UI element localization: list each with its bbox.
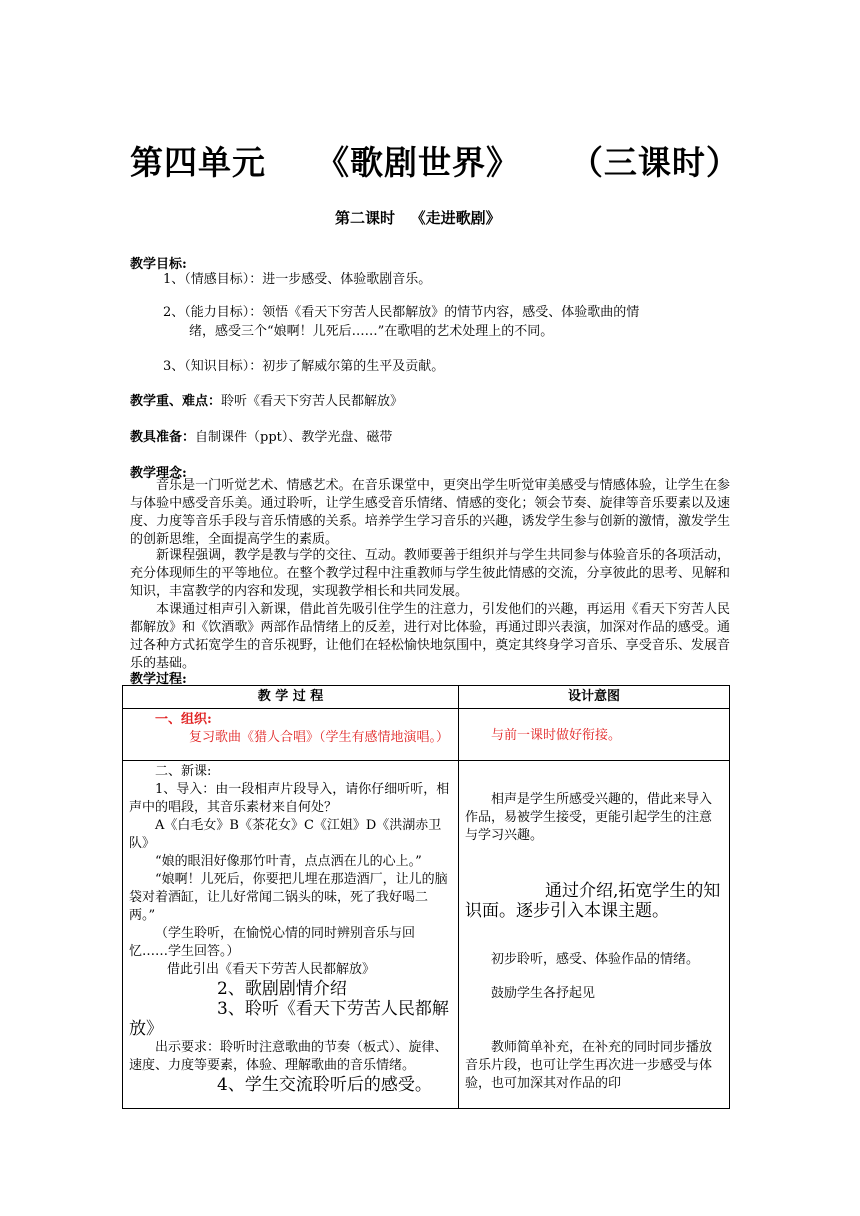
key-points xyxy=(130,392,403,411)
process-table xyxy=(122,685,730,1109)
intent-line: 教师简单补充，在补充的同时同步播放音乐片段，也可让学生再次进一步感受与体验，也可加深其对作品的印 xyxy=(465,1040,713,1091)
org-body: 复习歌曲《猎人合唱》（学生有感情地演唱。） xyxy=(189,730,450,745)
table-row xyxy=(123,709,730,761)
philosophy-heading: 教学理念: xyxy=(130,466,187,481)
process-line: 出示要求：聆听时注意歌曲的节奏（板式）、旋律、速度、力度等要素，体验、理解歌曲的音乐情绪。 xyxy=(129,1040,448,1073)
process-heading: 教学过程: xyxy=(130,672,187,687)
goals-heading: 教学目标: xyxy=(130,257,187,272)
process-line: 3、聆听《看天下劳苦人民都解放》 xyxy=(129,999,449,1039)
process-line: 2、歌剧剧情介绍 xyxy=(217,979,347,999)
table-row xyxy=(123,761,730,1109)
new-intent-cell xyxy=(459,761,730,1109)
org-cell xyxy=(123,709,459,761)
org-title: 一、组织: xyxy=(155,712,212,727)
page-title: 第四单元 《歌剧世界》 （三课时） xyxy=(130,143,740,182)
key-points-value: 聆听《看天下穷苦人民都解放》 xyxy=(221,394,404,409)
process-line: （学生聆听，在愉悦心情的同时辨别音乐与回忆……学生回答。） xyxy=(129,926,416,959)
philosophy-paragraph: 新课程强调，教学是教与学的交往、互动。教师要善于组织并与学生共同参与体验音乐的各项活动，充分体现师生的平等地位。在整个教学过程中注重教师与学生彼此情感的交流，分享彼此的思考、见解和知识，丰富教学的内容和发现，实现教学相长和共同发展。 xyxy=(130,548,730,599)
process-line: “娘啊！儿死后，你要把儿埋在那造酒厂，让儿的脑袋对着酒缸，让儿好常闻二锅头的味，死了我好喝二两。” xyxy=(129,872,448,923)
org-intent-cell xyxy=(459,709,730,761)
goal-item: 1、（情感目标）：进一步感受、体验歌剧音乐。 xyxy=(163,272,432,287)
process-line: A《白毛女》B《茶花女》C《江姐》D《洪湖赤卫队》 xyxy=(129,818,442,851)
materials xyxy=(130,428,392,447)
goal-item: 2、（能力目标）：领悟《看天下穷苦人民都解放》的情节内容，感受、体验歌曲的情 xyxy=(163,305,640,320)
table-header-row xyxy=(123,686,730,709)
col-header-intent: 设计意图 xyxy=(459,686,730,709)
process-line: “娘的眼泪好像那竹叶青，点点洒在儿的心上。” xyxy=(155,854,422,869)
philosophy-paragraph: 本课通过相声引入新课，借此首先吸引住学生的注意力，引发他们的兴趣，再运用《看天下穷苦人民都解放》和《饮酒歌》两部作品情绪上的反差，进行对比体验，再通过即兴表演，加深对作品的感受。通过各种方式拓宽学生的音乐视野，让他们在轻松愉快地氛围中，奠定其终身学习音乐、享受音乐、发展音乐的基础。 xyxy=(130,602,730,671)
goal-item: 3、（知识目标）：初步了解威尔第的生平及贡献。 xyxy=(163,359,445,374)
new-title: 二、新课: xyxy=(155,764,212,779)
intent-line: 鼓励学生各抒起见 xyxy=(491,986,596,1001)
intent-line: 通过介绍,拓宽学生的知识面。逐步引入本课主题。 xyxy=(465,881,721,921)
philosophy-paragraph: 音乐是一门听觉艺术、情感艺术。在音乐课堂中，更突出学生听觉审美感受与情感体验，让学生在参与体验中感受音乐美。通过聆听，让学生感受音乐情绪、情感的变化；领会节奏、旋律等音乐要素以及速度、力度等音乐手段与音乐情感的关系。培养学生学习音乐的兴趣，诱发学生参与创新的激情，激发学生的创新思维，全面提高学生的素质。 xyxy=(130,478,730,547)
materials-label: 教具准备： xyxy=(130,430,196,445)
intent-line: 初步聆听，感受、体验作品的情绪。 xyxy=(491,952,700,967)
org-intent: 与前一课时做好衔接。 xyxy=(491,728,622,743)
process-line: 借此引出《看天下劳苦人民都解放》 xyxy=(167,962,376,977)
process-line: 1、导入：由一段相声片段导入，请你仔细听听，相声中的唱段，其音乐素材来自何处？ xyxy=(129,782,450,815)
intent-line: 相声是学生所感受兴趣的，借此来导入作品，易被学生接受，更能引起学生的注意与学习兴趣。 xyxy=(465,792,713,843)
process-line: 4、学生交流聆听后的感受。 xyxy=(217,1075,432,1095)
key-points-label: 教学重、难点： xyxy=(130,394,222,409)
lesson-subtitle: 第二课时 《走进歌剧》 xyxy=(335,209,501,227)
goal-item: 绪，感受三个“娘啊！儿死后……”在歌唱的艺术处理上的不同。 xyxy=(189,324,554,339)
col-header-process: 教 学 过 程 xyxy=(123,686,459,709)
new-lesson-cell xyxy=(123,761,459,1109)
materials-value: 自制课件（ppt）、教学光盘、磁带 xyxy=(195,430,393,445)
